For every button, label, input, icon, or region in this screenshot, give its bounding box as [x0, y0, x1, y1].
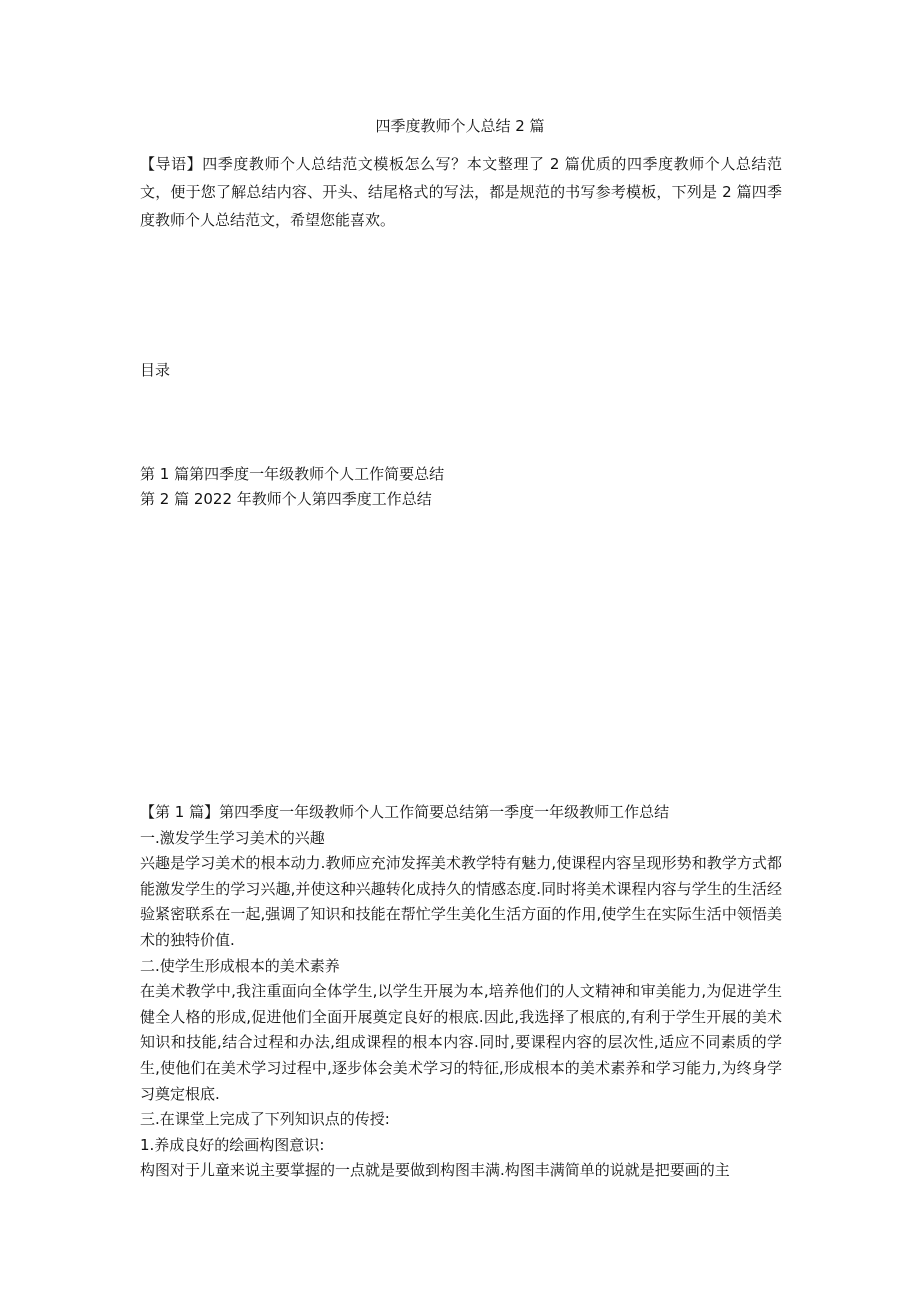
document-title: 四季度教师个人总结 2 篇 [375, 117, 545, 135]
section-heading-2: 二.使学生形成根本的美术素养 [140, 956, 340, 975]
subsection-heading-1: 1.养成良好的绘画构图意识: [140, 1135, 325, 1154]
toc-item-2[interactable]: 第 2 篇 2022 年教师个人第四季度工作总结 [140, 490, 432, 508]
article-body [140, 800, 782, 1184]
intro-paragraph: 【导语】四季度教师个人总结范文模板怎么写？本文整理了 2 篇优质的四季度教师个人总结范文，便于您了解总结内容、开头、结尾格式的写法，都是规范的书写参考模板，下列是 2 篇四季度教师个人总结范文，希望您能喜欢。 [140, 155, 782, 229]
section-paragraph-2: 在美术教学中,我注重面向全体学生,以学生开展为本,培养他们的人文精神和审美能力,为促进学生健全人格的形成,促进他们全面开展奠定良好的根底.因此,我选择了根底的,有利于学生开展的美术知识和技能,结合过程和办法,组成课程的根本内容.同时,要课程内容的层次性,适应不同素质的学生,使他们在美术学习过程中,逐步体会美术学习的特征,形成根本的美术素养和学习能力,为终身学习奠定根底. [140, 982, 782, 1103]
section-heading-3: 三.在课堂上完成了下列知识点的传授: [140, 1110, 390, 1129]
toc-heading: 目录 [140, 361, 171, 379]
toc-item-1[interactable]: 第 1 篇第四季度一年级教师个人工作简要总结 [140, 465, 445, 483]
article-heading: 【第 1 篇】第四季度一年级教师个人工作简要总结第一季度一年级教师工作总结 [140, 803, 670, 821]
table-of-contents [140, 462, 782, 512]
section-heading-1: 一.激发学生学习美术的兴趣 [140, 828, 325, 847]
section-paragraph-1: 兴趣是学习美术的根本动力.教师应充沛发挥美术教学特有魅力,使课程内容呈现形势和教学方式都能激发学生的学习兴趣,并使这种兴趣转化成持久的情感态度.同时将美术课程内容与学生的生活经验紧密联系在一起,强调了知识和技能在帮忙学生美化生活方面的作用,使学生在实际生活中领悟美术的独特价值. [140, 854, 782, 949]
subsection-paragraph-1: 构图对于儿童来说主要掌握的一点就是要做到构图丰满.构图丰满简单的说就是把要画的主 [140, 1161, 730, 1180]
